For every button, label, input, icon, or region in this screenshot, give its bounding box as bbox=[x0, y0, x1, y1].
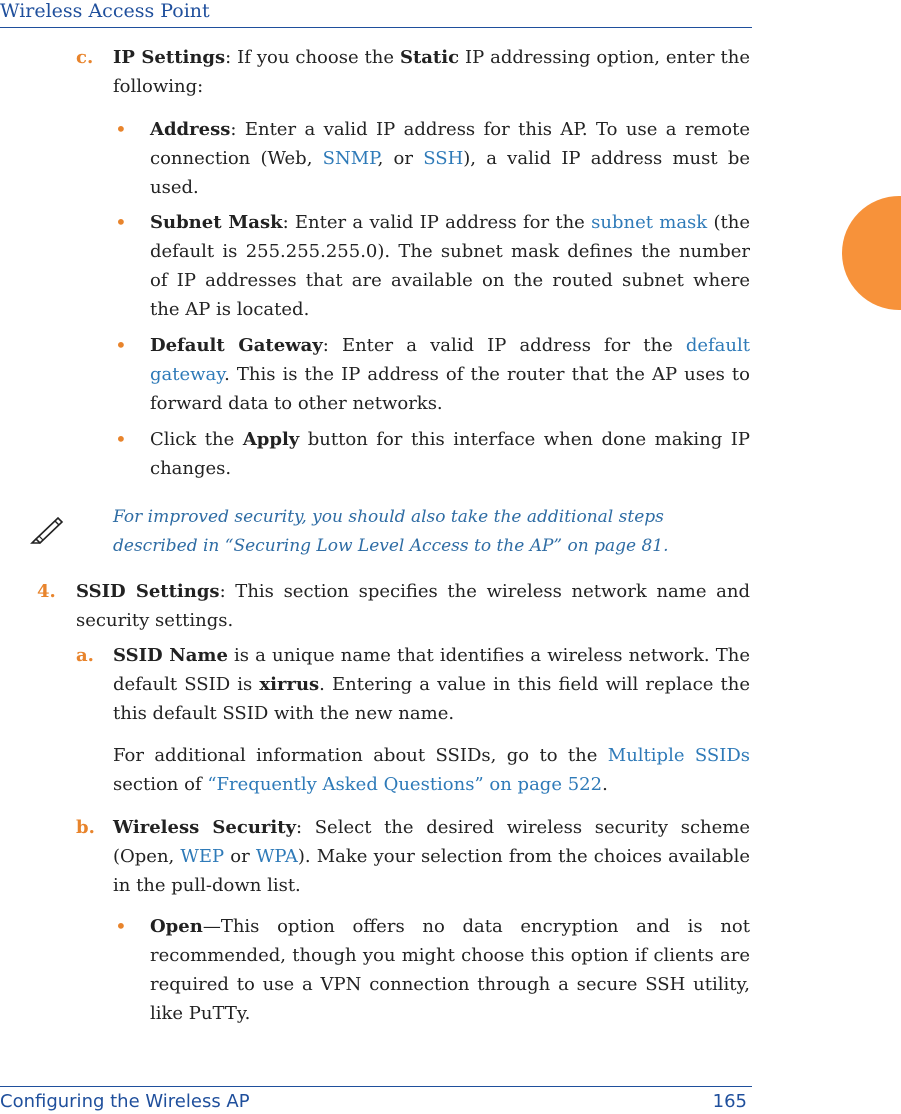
item-label-b: b. bbox=[76, 817, 95, 838]
header-rule bbox=[0, 27, 752, 28]
wep-link[interactable]: WEP bbox=[180, 846, 225, 867]
item-label-4: 4. bbox=[37, 581, 56, 602]
text: button for this interface when done making IP changes. bbox=[150, 429, 751, 479]
bullet: • bbox=[115, 117, 127, 141]
text: . This is the IP address of the router that the AP uses to forward data to other networks. bbox=[150, 364, 750, 414]
text: ). Make your selection from the choices available in the pull-down list. bbox=[113, 846, 750, 896]
wireless-security-paragraph bbox=[113, 813, 750, 900]
text: . bbox=[602, 774, 608, 795]
bullet: • bbox=[115, 333, 127, 357]
address-paragraph bbox=[150, 115, 750, 202]
text: —This option offers no data encryption and is not recommended, though you might choose this option if clients are required to use a VPN connection through a secure SSH utility, like PuTTy. bbox=[150, 916, 750, 1024]
text: Click the bbox=[150, 429, 243, 450]
text: or bbox=[224, 846, 256, 867]
bullet: • bbox=[115, 210, 127, 234]
open-paragraph bbox=[150, 912, 750, 1028]
security-note: For improved security, you should also take the additional steps described in “Securing Low Level Access to the AP” on page 81. bbox=[113, 507, 669, 556]
xirrus-term: xirrus bbox=[259, 674, 320, 695]
text: : If you choose the bbox=[225, 47, 400, 68]
text: is a unique name that identifies a wireless network. The default SSID is bbox=[113, 645, 750, 695]
default-gateway-link[interactable]: default gateway bbox=[150, 335, 750, 385]
address-term: Address bbox=[150, 119, 231, 140]
faq-link[interactable]: “Frequently Asked Questions” on page 522 bbox=[207, 774, 603, 795]
bullet: • bbox=[115, 914, 127, 938]
ssid-settings-term: SSID Settings bbox=[76, 581, 220, 602]
text: (the default is 255.255.255.0). The subnet mask defines the number of IP addresses that are available on the routed subnet where the AP is located. bbox=[150, 212, 750, 320]
snmp-link[interactable]: SNMP bbox=[322, 148, 378, 169]
text: , or bbox=[377, 148, 424, 169]
text: section of bbox=[113, 774, 208, 795]
text: : This section specifies the wireless network name and security settings. bbox=[76, 581, 750, 631]
text: : Select the desired wireless security scheme (Open, bbox=[113, 817, 750, 867]
multiple-ssids-link[interactable]: Multiple SSIDs bbox=[607, 745, 750, 766]
item-label-c: c. bbox=[76, 47, 94, 68]
wpa-link[interactable]: WPA bbox=[255, 846, 298, 867]
apply-term: Apply bbox=[242, 429, 300, 450]
subnet-mask-link[interactable]: subnet mask bbox=[591, 212, 708, 233]
ssid-faq-paragraph bbox=[113, 741, 750, 799]
header-title: Wireless Access Point bbox=[0, 0, 210, 22]
static-term: Static bbox=[399, 47, 460, 68]
text: IP addressing option, enter the following: bbox=[113, 47, 750, 97]
subnet-term: Subnet Mask bbox=[150, 212, 283, 233]
item-label-a: a. bbox=[76, 645, 94, 666]
text: . Entering a value in this field will replace the this default SSID with the new name. bbox=[113, 674, 750, 724]
apply-paragraph bbox=[150, 425, 750, 483]
bullet: • bbox=[115, 427, 127, 451]
ssid-name-paragraph bbox=[113, 641, 750, 728]
text: ), a valid IP address must be used. bbox=[150, 148, 750, 198]
ssh-link[interactable]: SSH bbox=[423, 148, 464, 169]
footer-rule bbox=[0, 1086, 752, 1087]
gateway-term: Default Gateway bbox=[150, 335, 323, 356]
ip-settings-paragraph bbox=[113, 43, 750, 101]
open-term: Open bbox=[150, 916, 203, 937]
pencil-icon bbox=[28, 512, 68, 544]
ssid-name-term: SSID Name bbox=[113, 645, 228, 666]
text: For additional information about SSIDs, go to the bbox=[113, 745, 608, 766]
gateway-paragraph bbox=[150, 331, 750, 418]
text: : Enter a valid IP address for the bbox=[282, 212, 592, 233]
chapter-tab bbox=[842, 196, 901, 310]
page-number: 165 bbox=[712, 1091, 747, 1112]
ip-settings-term: IP Settings bbox=[113, 47, 226, 68]
text: : Enter a valid IP address for the bbox=[322, 335, 686, 356]
footer-section-title: Configuring the Wireless AP bbox=[0, 1091, 250, 1112]
ssid-settings-paragraph bbox=[76, 577, 750, 635]
text: : Enter a valid IP address for this AP. To use a remote connection (Web, bbox=[150, 119, 750, 169]
subnet-paragraph bbox=[150, 208, 750, 324]
wireless-security-term: Wireless Security bbox=[113, 817, 297, 838]
